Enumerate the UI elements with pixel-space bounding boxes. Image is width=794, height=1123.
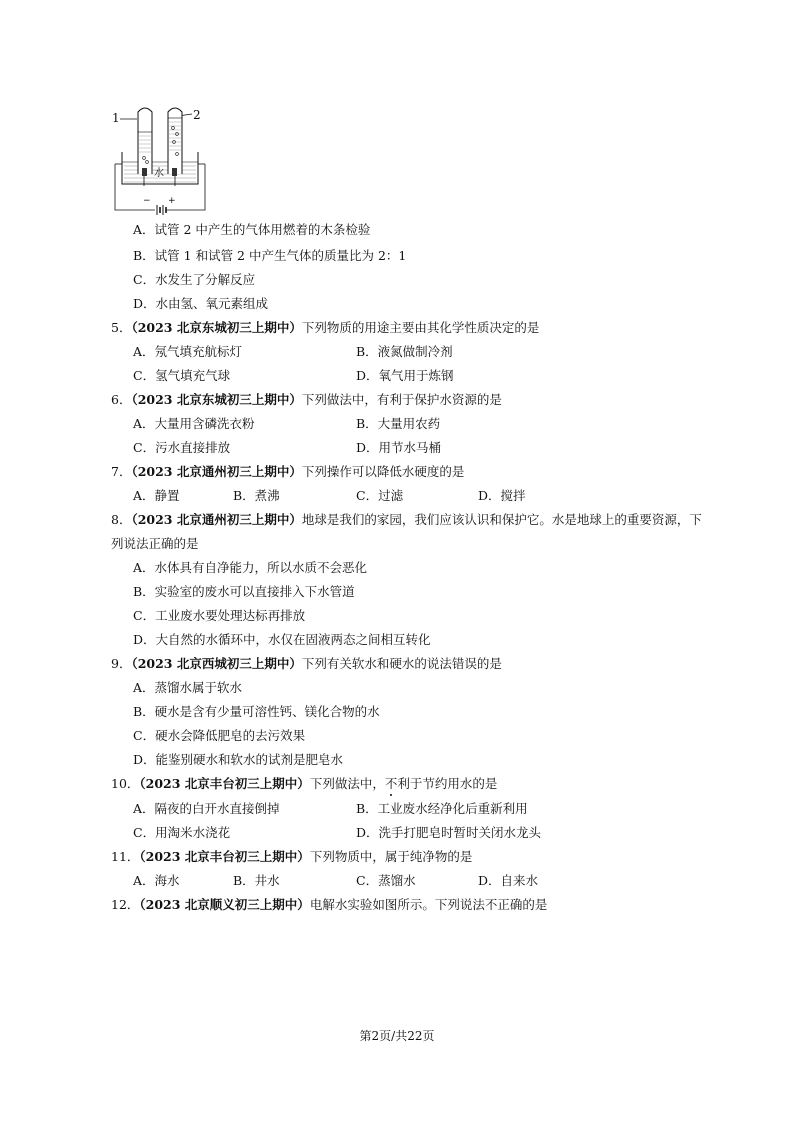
- q10-options-row-1: [133, 801, 553, 817]
- q6-number: 6．: [111, 392, 132, 407]
- q11-source: （2023 北京丰台初三上期中）: [139, 849, 310, 864]
- q9-option-a: A．蒸馏水属于软水: [133, 680, 243, 695]
- q4-option-b: B．试管 1 和试管 2 中产生气体的质量比为 2：1: [133, 248, 407, 263]
- q12-stem: 电解水实验如图所示。下列说法不正确的是: [309, 897, 548, 912]
- question-5: [111, 320, 539, 336]
- q5-option-a: A．氖气填充航标灯: [133, 344, 243, 359]
- question-10: [111, 776, 497, 792]
- q4-option-a: A．试管 2 中产生的气体用燃着的木条检验: [133, 222, 371, 237]
- q6-stem: 下列做法中，有利于保护水资源的是: [301, 392, 502, 407]
- question-8: [111, 512, 702, 528]
- q8-option-a: A．水体具有自净能力，所以水质不会恶化: [133, 560, 368, 575]
- question-6: [111, 392, 502, 408]
- plus-sign: +: [168, 196, 176, 206]
- q5-source: （2023 北京东城初三上期中）: [131, 320, 302, 335]
- page-footer: 第2页/共22页: [359, 1029, 435, 1043]
- q7-option-b: B．煮沸: [233, 488, 280, 503]
- q5-options-row-1: [133, 344, 553, 360]
- q6-options-row-1: [133, 416, 553, 432]
- q10-option-a: A．隔夜的白开水直接倒掉: [133, 801, 280, 816]
- q7-stem: 下列操作可以降低水硬度的是: [301, 464, 465, 479]
- electrolysis-apparatus-diagram: [110, 104, 210, 216]
- q10-number: 10．: [111, 776, 140, 791]
- q8-source: （2023 北京通州初三上期中）: [131, 512, 302, 527]
- q10-options-row-2: [133, 825, 553, 841]
- q11-stem: 下列物质中，属于纯净物的是: [309, 849, 473, 864]
- q10-stem-post: 利于节约用水的是: [397, 776, 498, 791]
- q5-option-b: B．液氮做制冷剂: [356, 344, 453, 359]
- q10-emphasis-not: 不: [384, 776, 398, 791]
- q5-options-row-2: [133, 368, 553, 384]
- q8-number: 8．: [111, 512, 132, 527]
- q6-source: （2023 北京东城初三上期中）: [131, 392, 302, 407]
- q6-option-a: A．大量用含磷洗衣粉: [133, 416, 255, 431]
- q6-option-b: B．大量用农药: [356, 416, 441, 431]
- q7-number: 7．: [111, 464, 132, 479]
- question-12: [111, 897, 547, 913]
- q9-option-d: D．能鉴别硬水和软水的试剂是肥皂水: [133, 752, 344, 767]
- tube-2-label: 2: [193, 108, 201, 122]
- q11-number: 11．: [111, 849, 140, 864]
- q11-options-row: [133, 873, 553, 889]
- q7-options-row: [133, 488, 553, 504]
- q9-option-b: B．硬水是含有少量可溶性钙、镁化合物的水: [133, 704, 380, 719]
- q7-option-d: D．搅拌: [478, 488, 526, 503]
- q5-stem: 下列物质的用途主要由其化学性质决定的是: [301, 320, 540, 335]
- q5-option-d: D．氧气用于炼钢: [356, 368, 454, 383]
- tube-1-label: 1: [112, 111, 120, 125]
- q7-option-c: C．过滤: [356, 488, 404, 503]
- q10-option-d: D．洗手打肥皂时暂时关闭水龙头: [356, 825, 542, 840]
- q8-option-c: C．工业废水要处理达标再排放: [133, 608, 306, 623]
- question-7: [111, 464, 464, 480]
- q10-source: （2023 北京丰台初三上期中）: [139, 776, 310, 791]
- q8-option-b: B．实验室的废水可以直接排入下水管道: [133, 584, 355, 599]
- q8-option-d: D．大自然的水循环中，水仅在固液两态之间相互转化: [133, 632, 431, 647]
- q8-stem: 地球是我们的家园，我们应该认识和保护它。水是地球上的重要资源，下: [301, 512, 702, 527]
- q5-option-c: C．氢气填充气球: [133, 368, 231, 383]
- q11-option-b: B．井水: [233, 873, 280, 888]
- q4-option-c: C．水发生了分解反应: [133, 272, 256, 287]
- q6-option-c: C．污水直接排放: [133, 440, 231, 455]
- q11-option-c: C．蒸馏水: [356, 873, 416, 888]
- q6-options-row-2: [133, 440, 553, 456]
- q9-option-c: C．硬水会降低肥皂的去污效果: [133, 728, 306, 743]
- q7-option-a: A．静置: [133, 488, 180, 503]
- q7-source: （2023 北京通州初三上期中）: [131, 464, 302, 479]
- question-9: [111, 656, 502, 672]
- q6-option-d: D．用节水马桶: [356, 440, 442, 455]
- q12-source: （2023 北京顺义初三上期中）: [139, 897, 310, 912]
- q10-stem-pre: 下列做法中，: [309, 776, 385, 791]
- q10-option-c: C．用淘米水浇花: [133, 825, 231, 840]
- q11-option-d: D．自来水: [478, 873, 539, 888]
- q8-stem-continued: 列说法正确的是: [111, 536, 199, 551]
- water-label: 水: [154, 168, 164, 179]
- q11-option-a: A．海水: [133, 873, 180, 888]
- minus-sign: −: [143, 196, 151, 206]
- electrolysis-figure: [110, 104, 210, 216]
- q12-number: 12．: [111, 897, 140, 912]
- q4-option-d: D．水由氢、氧元素组成: [133, 296, 269, 311]
- q9-number: 9．: [111, 656, 132, 671]
- q10-option-b: B．工业废水经净化后重新利用: [356, 801, 528, 816]
- question-11: [111, 849, 472, 865]
- q9-source: （2023 北京西城初三上期中）: [131, 656, 302, 671]
- q5-number: 5．: [111, 320, 132, 335]
- q9-stem: 下列有关软水和硬水的说法错误的是: [301, 656, 502, 671]
